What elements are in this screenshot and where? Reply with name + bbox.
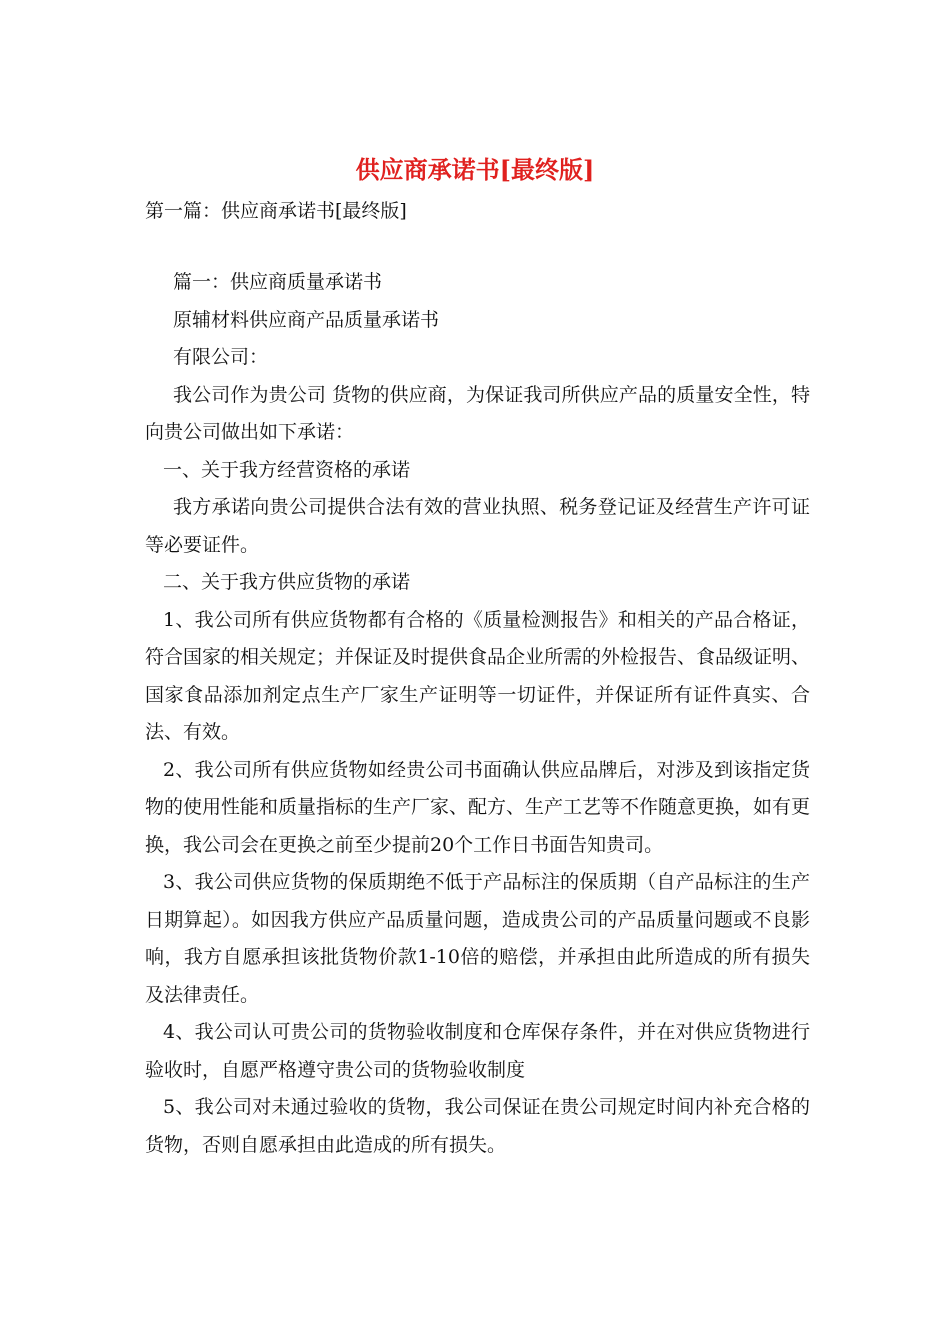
paragraph-heading-qualification: 一、关于我方经营资格的承诺 — [163, 458, 411, 481]
paragraph-heading-goods: 二、关于我方供应货物的承诺 — [163, 571, 411, 593]
paragraph-item-2: 2、我公司所有供应货物如经贵公司书面确认供应品牌后，对涉及到该指定货物的使用性能和质量指标的生产厂家、配方、生产工艺等不作随意更换，如有更换，我公司会在更换之前至少提前20个工作日书面告知贵司。 — [145, 758, 811, 856]
paragraph-section-heading: 原辅材料供应商产品质量承诺书 — [173, 308, 440, 331]
paragraph-item-1: 1、我公司所有供应货物都有合格的《质量检测报告》和相关的产品合格证，符合国家的相关规定；并保证及时提供食品企业所需的外检报告、食品级证明、国家食品添加剂定点生产厂家生产证明等一切证件，并保证所有证件真实、合法、有效。 — [145, 608, 811, 743]
paragraph-item-4: 4、我公司认可贵公司的货物验收制度和仓库保存条件，并在对供应货物进行验收时，自愿严格遵守贵公司的货物验收制度 — [145, 1021, 810, 1081]
paragraph-intro: 我公司作为贵公司 货物的供应商，为保证我司所供应产品的质量安全性，特向贵公司做出如下承诺： — [145, 383, 810, 443]
paragraph-addressee: 有限公司： — [173, 346, 269, 368]
paragraph-chapter-heading: 篇一：供应商质量承诺书 — [173, 271, 383, 293]
paragraph-item-5: 5、我公司对未通过验收的货物，我公司保证在贵公司规定时间内补充合格的货物，否则自愿承担由此造成的所有损失。 — [145, 1096, 810, 1156]
document-body — [145, 264, 810, 1164]
paragraph-qualification: 我方承诺向贵公司提供合法有效的营业执照、税务登记证及经营生产许可证等必要证件。 — [145, 496, 810, 556]
paragraph-item-3: 3、我公司供应货物的保质期绝不低于产品标注的保质期（自产品标注的生产日期算起）。如因我方供应产品质量问题，造成贵公司的产品质量问题或不良影响，我方自愿承担该批货物价款1-10倍的赔偿，并承担由此所造成的所有损失及法律责任。 — [145, 871, 810, 1006]
document-title: 供应商承诺书[最终版] — [355, 155, 595, 184]
document-subtitle: 第一篇：供应商承诺书[最终版] — [145, 200, 407, 222]
